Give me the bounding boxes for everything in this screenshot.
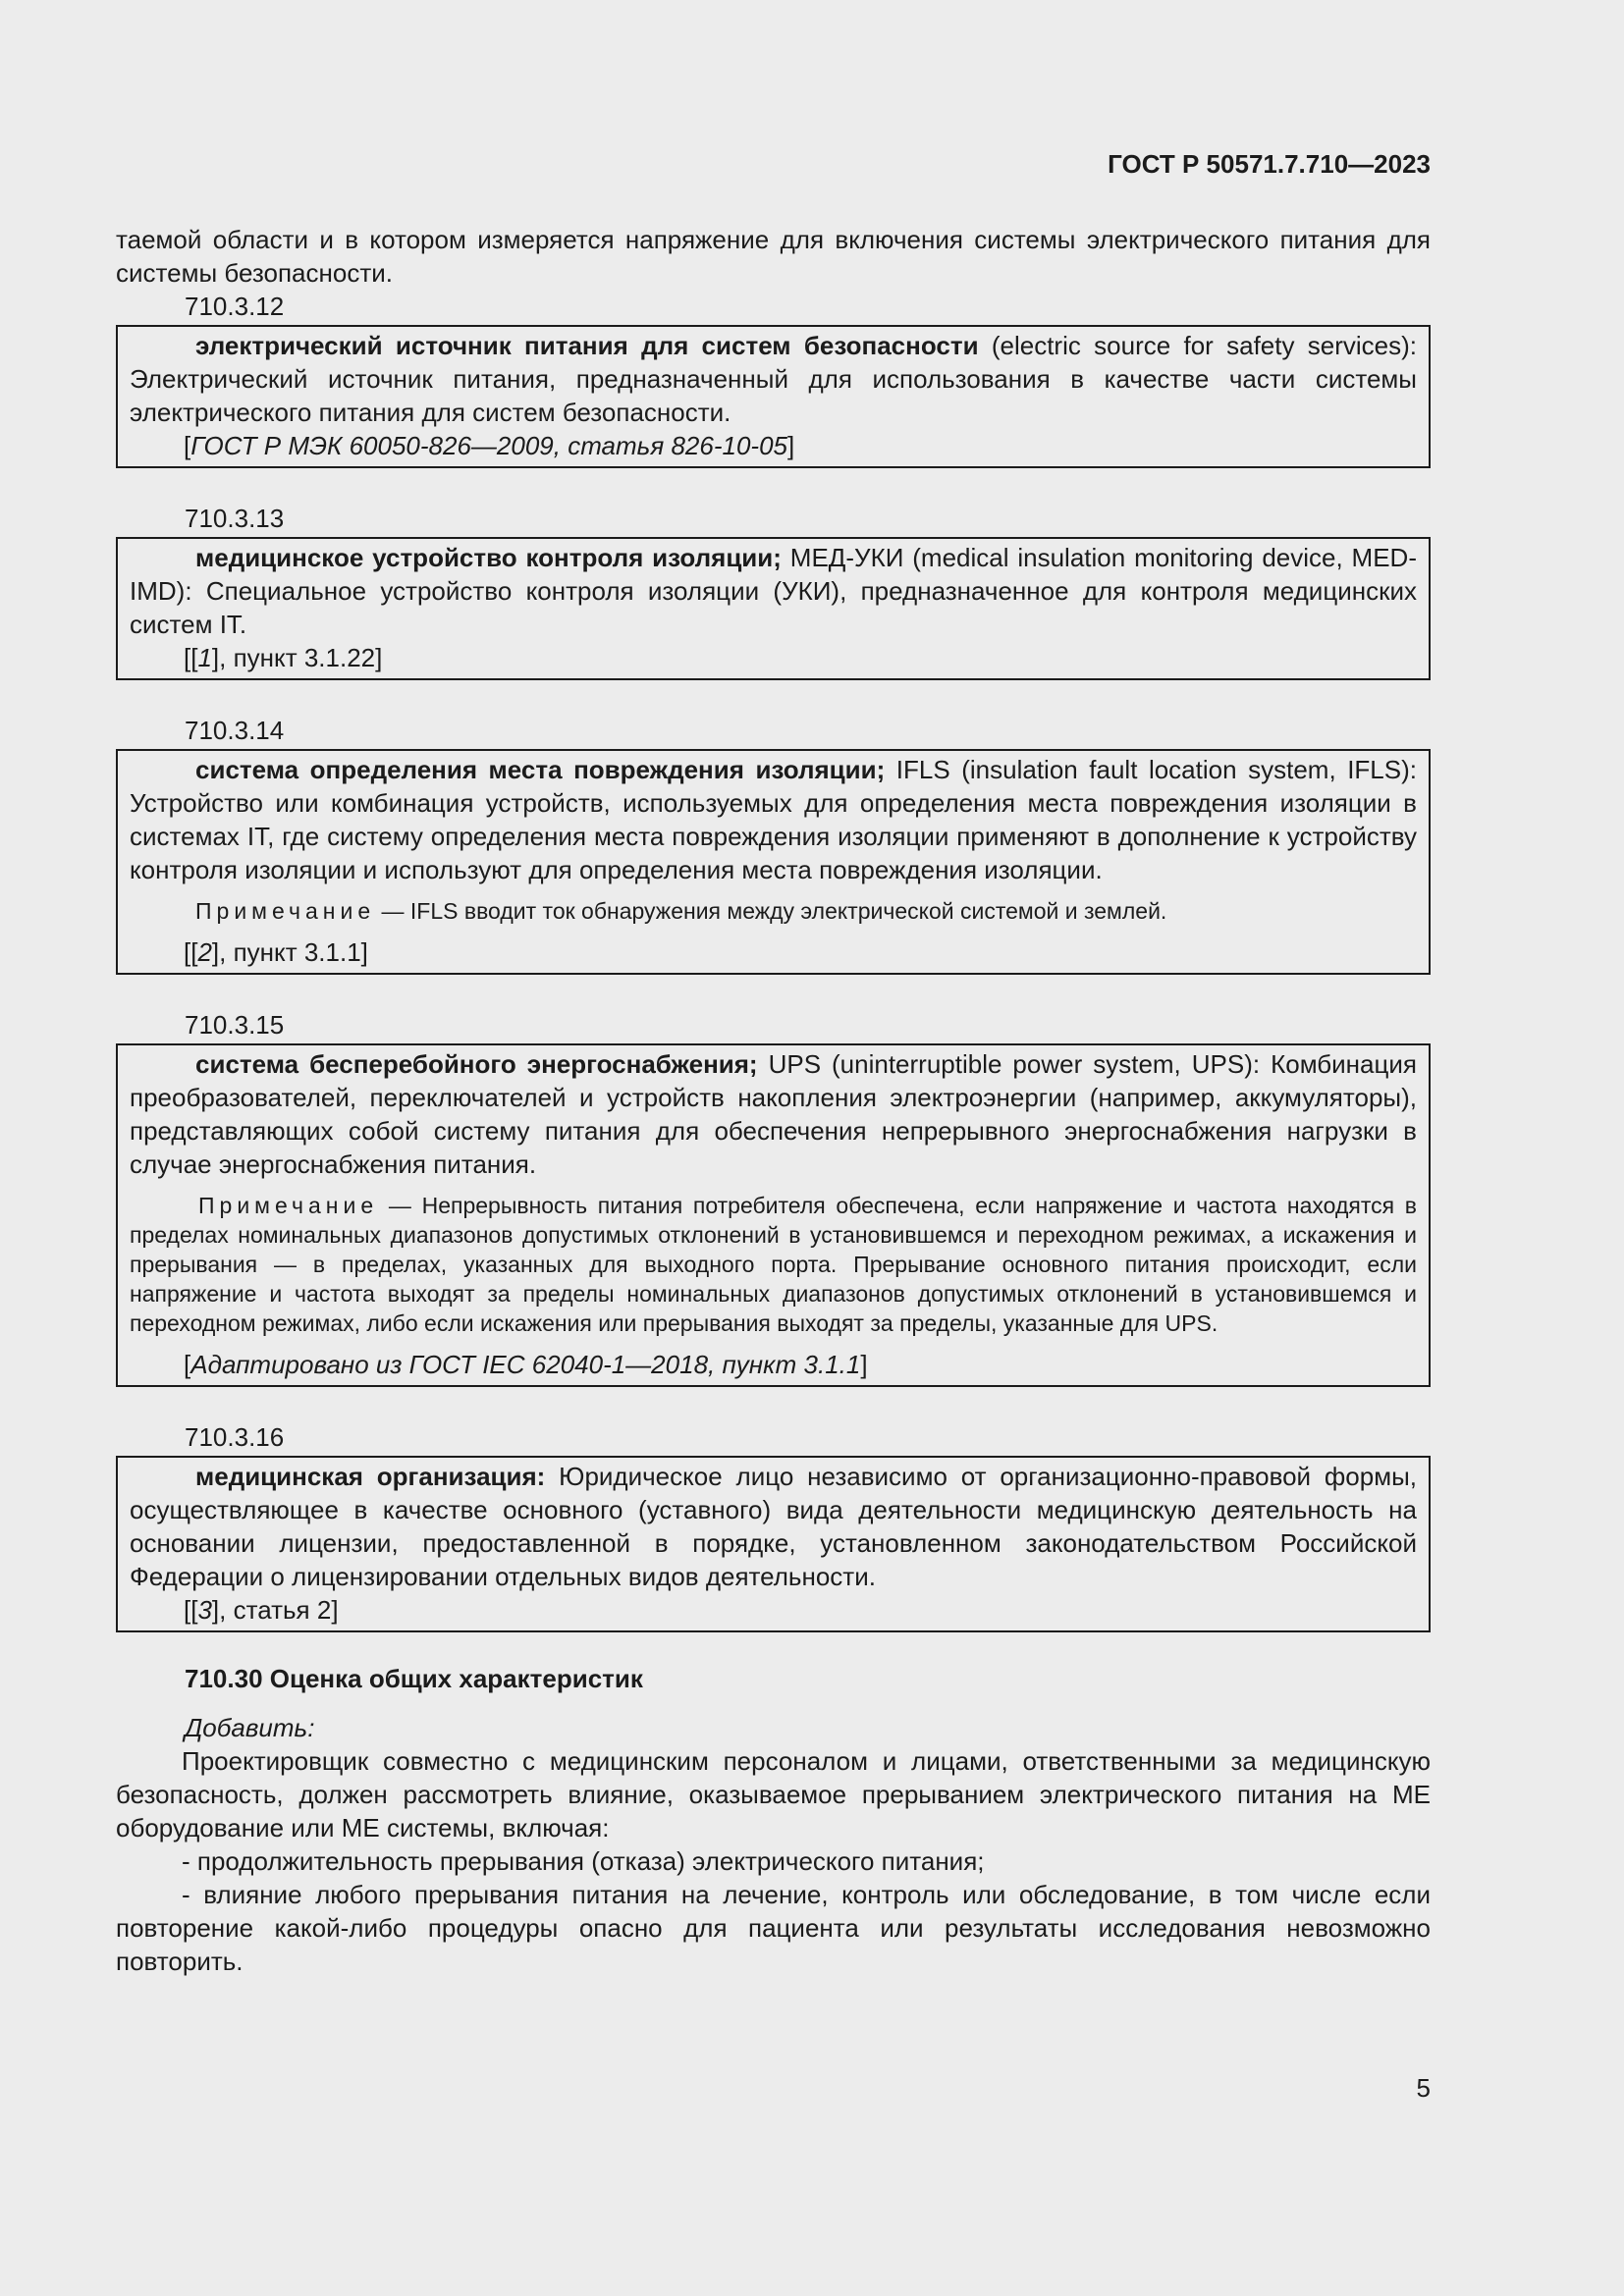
- term-number: 710.3.12: [185, 292, 285, 321]
- term-reference: [[3], статья 2]: [184, 1595, 339, 1625]
- term-title: электрический источник питания для систем безопасности: [195, 331, 979, 360]
- term-title: система определения места повреждения изоляции;: [195, 755, 886, 784]
- term-definition: электрический источник питания для систем безопасности (electric source for safety services): Электрический источник питания, предназначенный для использования в качестве части системы электрического питания для систем безопасности.: [130, 331, 1417, 427]
- term-number: 710.3.15: [185, 1010, 285, 1040]
- term-reference: [[2], пункт 3.1.1]: [184, 937, 368, 967]
- intro-paragraph: таемой области и в котором измеряется напряжение для включения системы электрического питания для системы безопасности.: [116, 225, 1431, 288]
- term-reference: [Адаптировано из ГОСТ IEC 62040-1—2018, пункт 3.1.1]: [184, 1350, 868, 1379]
- term-note: Примечание — Непрерывность питания потребителя обеспечена, если напряжение и частота находятся в пределах номинальных диапазонов допустимых отклонений в установившемся и переходном режимах, а искажения и прерывания — в пределах, указанных для выходного порта. Прерывание основного питания происходит, если напряжение и частота выходят за пределы номинальных диапазонов допустимых отклонений в установившемся и переходном режимах, либо если искажения или прерывания выходят за пределы, указанные для UPS.: [130, 1193, 1417, 1336]
- section-heading: 710.30 Оценка общих характеристик: [185, 1664, 643, 1693]
- term-reference: [[1], пункт 3.1.22]: [184, 643, 383, 672]
- term-title: медицинское устройство контроля изоляции;: [195, 543, 782, 572]
- term-note: Примечание — IFLS вводит ток обнаружения между электрической системой и землей.: [195, 898, 1167, 924]
- term-box: [116, 1043, 1431, 1387]
- add-label: Добавить:: [185, 1713, 315, 1742]
- term-definition: медицинское устройство контроля изоляции; МЕД-УКИ (medical insulation monitoring device, MED-IMD): Специальное устройство контроля изоляции (УКИ), предназначенное для контроля медицинских систем IT.: [130, 543, 1417, 639]
- term-title: система бесперебойного энергоснабжения;: [195, 1049, 758, 1079]
- term-definition: система бесперебойного энергоснабжения; UPS (uninterruptible power system, UPS): Комбинация преобразователей, переключателей и устройств накопления электроэнергии (например, аккумуляторы), представляющих собой систему питания для обеспечения непрерывного энергоснабжения нагрузки в случае энергоснабжения питания.: [130, 1049, 1417, 1179]
- term-number: 710.3.13: [185, 504, 285, 533]
- section-paragraph: Проектировщик совместно с медицинским персоналом и лицами, ответственными за медицинскую безопасность, должен рассмотреть влияние, оказываемое прерыванием электрического питания на МЕ оборудование или МЕ системы, включая:: [116, 1746, 1431, 1842]
- term-title: медицинская организация:: [195, 1462, 546, 1491]
- term-number: 710.3.16: [185, 1422, 285, 1452]
- term-box: [116, 537, 1431, 680]
- list-item: - влияние любого прерывания питания на лечение, контроль или обследование, в том числе если повторение какой-либо процедуры опасно для пациента или результаты исследования невозможно повторить.: [116, 1880, 1431, 1976]
- term-box: [116, 325, 1431, 468]
- note-label: Примечание: [195, 898, 376, 924]
- term-number: 710.3.14: [185, 716, 285, 745]
- term-definition: система определения места повреждения изоляции; IFLS (insulation fault location system, IFLS): Устройство или комбинация устройств, используемых для определения места повреждения изоляции в системах IT, где систему определения места повреждения изоляции применяют в дополнение к устройству контроля изоляции и используют для определения места повреждения изоляции.: [130, 755, 1417, 884]
- note-label: Примечание: [198, 1193, 379, 1218]
- page-number: 5: [1416, 2073, 1431, 2103]
- term-box: [116, 1456, 1431, 1632]
- term-reference: [ГОСТ Р МЭК 60050-826—2009, статья 826-10-05]: [184, 431, 795, 460]
- document-header: ГОСТ Р 50571.7.710—2023: [1108, 149, 1431, 179]
- list-item: - продолжительность прерывания (отказа) электрического питания;: [182, 1846, 985, 1876]
- document-body: [116, 223, 1431, 1978]
- term-definition: медицинская организация: Юридическое лицо независимо от организационно-правовой формы, осуществляющее в качестве основного (уставного) вида деятельности медицинскую деятельность на основании лицензии, предоставленной в порядке, установленном законодательством Российской Федерации о лицензировании отдельных видов деятельности.: [130, 1462, 1417, 1591]
- term-box: [116, 749, 1431, 975]
